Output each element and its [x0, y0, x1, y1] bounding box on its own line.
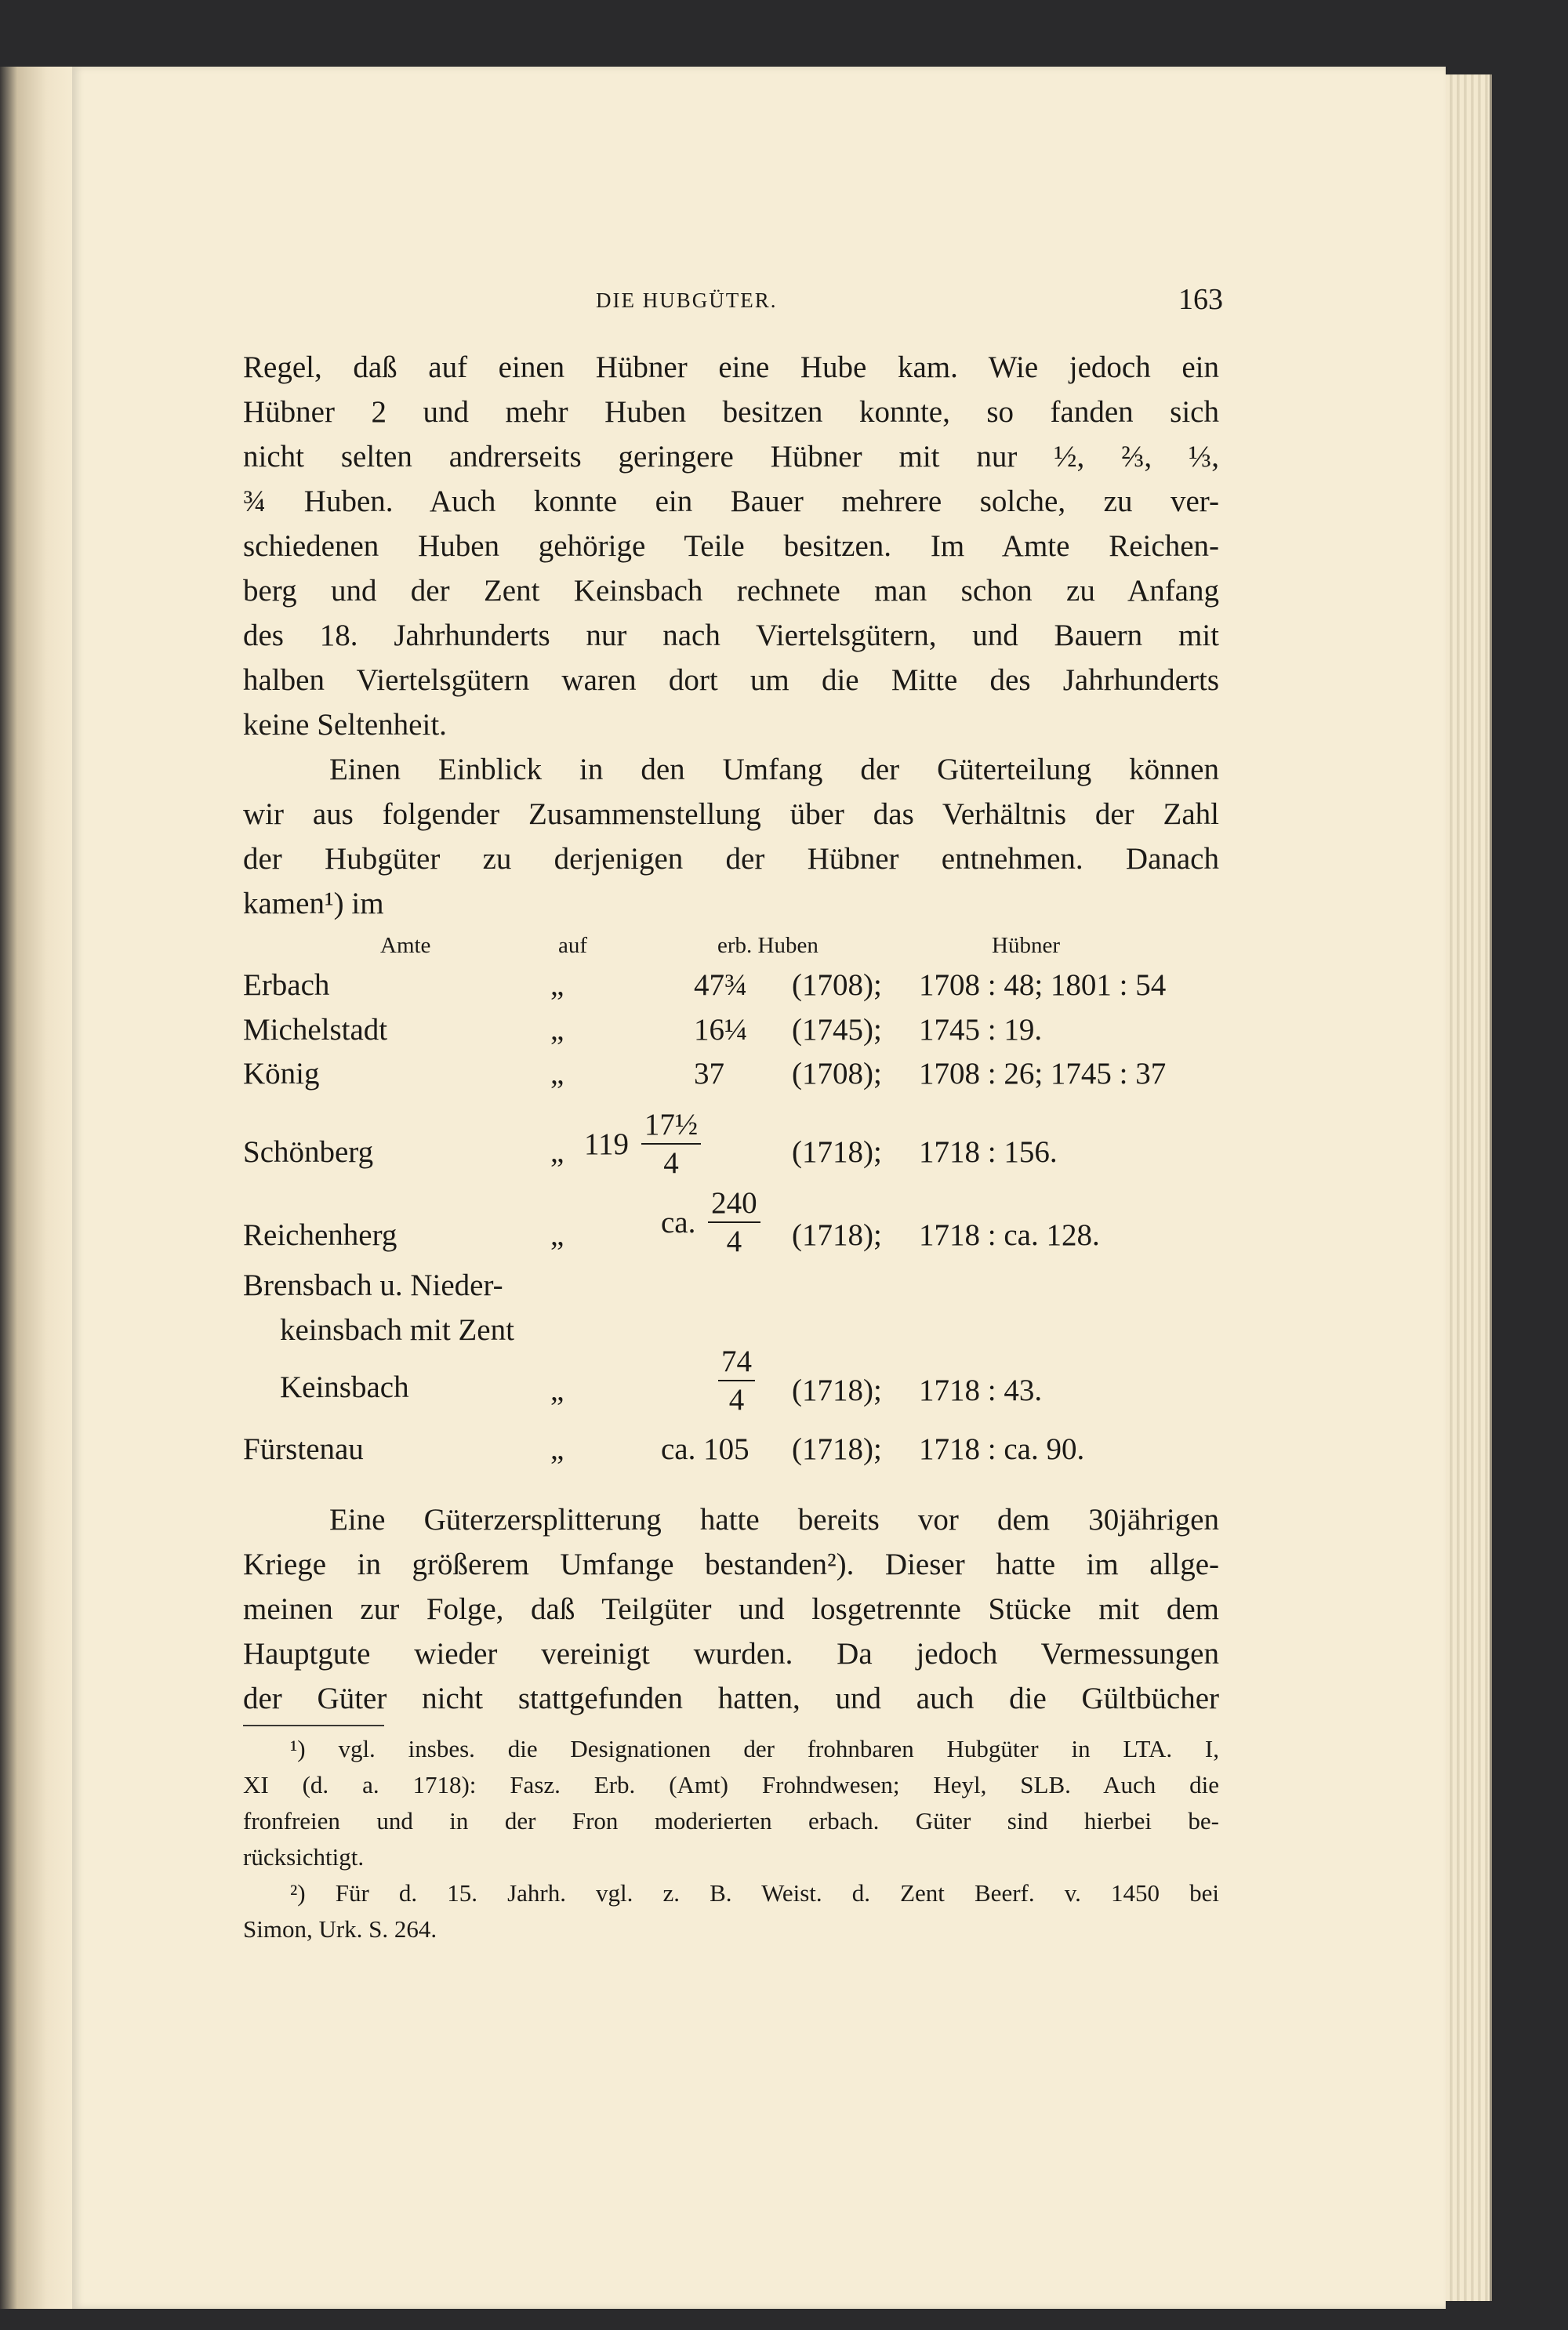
huebner-value: 1718 : ca. 90. — [919, 1432, 1085, 1466]
paragraph-2 — [243, 747, 1219, 926]
text-line: Kriege in größerem Umfange bestanden²). Dieser hatte im allge- — [243, 1548, 1219, 1581]
paragraph-1 — [243, 345, 1219, 747]
ditto-mark: „ — [550, 1218, 564, 1252]
text-line: der Güter nicht stattgefunden hatten, und auch die Gültbücher — [243, 1682, 1219, 1715]
header-huben: erb. Huben — [717, 933, 818, 958]
table-row — [243, 1268, 1219, 1424]
huben-fraction — [584, 1109, 706, 1178]
body-text-bottom — [243, 1497, 1219, 1721]
table-row — [243, 1012, 1219, 1059]
footnote-line: ¹) vgl. insbes. die Designationen der frohnbaren Hubgüter in LTA. I, — [290, 1735, 1219, 1762]
fraction-denominator: 4 — [728, 1383, 745, 1417]
table-row — [243, 1188, 1219, 1258]
text-line: berg und der Zent Keinsbach rechnete man schon zu Anfang — [243, 574, 1219, 608]
running-head: DIE HUBGÜTER. — [596, 289, 778, 312]
header-huebner: Hübner — [992, 933, 1060, 958]
ditto-mark: „ — [550, 1432, 564, 1466]
place-name: Erbach — [243, 968, 330, 1002]
place-name-cont: Keinsbach — [280, 1370, 409, 1404]
left-page-edges — [0, 67, 72, 2309]
text-line: Regel, daß auf einen Hübner eine Hube kam. Wie jedoch ein — [243, 350, 1219, 384]
fraction — [641, 1109, 701, 1178]
year-value: (1745); — [792, 1013, 882, 1047]
text-line: keine Seltenheit. — [243, 708, 447, 742]
year-value: (1718); — [792, 1374, 882, 1407]
table-row — [243, 967, 1219, 1014]
fraction-denominator: 4 — [726, 1225, 742, 1258]
table-row — [243, 1432, 1219, 1479]
fraction-numerator: 17½ — [641, 1109, 701, 1145]
page-number: 163 — [1178, 283, 1223, 316]
year-value: (1718); — [792, 1432, 882, 1466]
huben-prefix: ca. — [661, 1205, 696, 1239]
year-value: (1718); — [792, 1218, 882, 1252]
fraction — [718, 1346, 755, 1415]
text-line: Einen Einblick in den Umfang der Güterteilung können — [329, 753, 1219, 786]
huebner-value: 1718 : ca. 128. — [919, 1218, 1100, 1252]
huebner-value: 1718 : 156. — [919, 1135, 1058, 1169]
huebner-value: 1708 : 48; 1801 : 54 — [919, 968, 1167, 1002]
footnote-line: Simon, Urk. S. 264. — [243, 1915, 437, 1943]
table-row — [243, 1109, 1219, 1180]
huben-value: ca. 105 — [661, 1432, 750, 1466]
ditto-mark: „ — [550, 968, 564, 1002]
text-line: kamen¹) im — [243, 887, 384, 920]
fraction-numerator: 74 — [718, 1346, 755, 1381]
fraction-numerator: 240 — [708, 1188, 760, 1223]
right-page-edges — [1446, 74, 1492, 2301]
body-text-top — [243, 345, 1219, 926]
year-value: (1718); — [792, 1135, 882, 1169]
year-value: (1708); — [792, 968, 882, 1002]
place-name: König — [243, 1057, 320, 1091]
fraction — [708, 1188, 760, 1257]
huben-value: 16¼ — [694, 1013, 748, 1047]
footnote-line: fronfreien und in der Fron moderierten erbach. Güter sind hierbei be- — [243, 1807, 1219, 1835]
ditto-mark: „ — [550, 1374, 564, 1407]
text-line: des 18. Jahrhunderts nur nach Viertelsgütern, und Bauern mit — [243, 619, 1219, 652]
text-line: wir aus folgender Zusammenstellung über das Verhältnis der Zahl — [243, 797, 1219, 831]
text-line: Hauptgute wieder vereinigt wurden. Da jedoch Vermessungen — [243, 1637, 1219, 1671]
place-name: Reichenherg — [243, 1218, 397, 1252]
place-name: Michelstadt — [243, 1013, 388, 1047]
text-line: ¾ Huben. Auch konnte ein Bauer mehrere solche, zu ver- — [243, 485, 1219, 518]
text-line: halben Viertelsgütern waren dort um die Mitte des Jahrhunderts — [243, 663, 1219, 697]
ditto-mark: „ — [550, 1057, 564, 1091]
huebner-value: 1708 : 26; 1745 : 37 — [919, 1057, 1167, 1091]
table-row — [243, 1056, 1219, 1103]
huebner-value: 1718 : 43. — [919, 1374, 1043, 1407]
header-auf: auf — [558, 933, 588, 958]
ditto-mark: „ — [550, 1013, 564, 1047]
page-header — [172, 282, 1223, 329]
footnotes — [243, 1731, 1219, 1947]
text-line: der Hubgüter zu derjenigen der Hübner entnehmen. Danach — [243, 842, 1219, 876]
huben-whole: 119 — [584, 1127, 630, 1161]
year-value: (1708); — [792, 1057, 882, 1091]
text-line: Hübner 2 und mehr Huben besitzen konnte, so fanden sich — [243, 395, 1219, 429]
header-amte: Amte — [380, 933, 431, 958]
ditto-mark: „ — [550, 1135, 564, 1169]
huben-fraction — [713, 1346, 760, 1415]
place-name: Schönberg — [243, 1135, 374, 1169]
huben-value: 37 — [694, 1057, 724, 1091]
fraction-denominator: 4 — [663, 1146, 679, 1180]
footnote-line: XI (d. a. 1718): Fasz. Erb. (Amt) Frohndwesen; Heyl, SLB. Auch die — [243, 1771, 1219, 1798]
text-line: schiedenen Huben gehörige Teile besitzen. Im Amte Reichen- — [243, 529, 1219, 563]
footnote-line: rücksichtigt. — [243, 1843, 365, 1871]
place-name: Fürstenau — [243, 1432, 364, 1466]
footnote-rule — [243, 1725, 384, 1726]
huben-value: 47¾ — [694, 968, 748, 1002]
text-line: Eine Güterzersplitterung hatte bereits vor dem 30jährigen — [329, 1503, 1219, 1537]
huebner-value: 1745 : 19. — [919, 1013, 1043, 1047]
text-line: meinen zur Folge, daß Teilgüter und losgetrennte Stücke mit dem — [243, 1592, 1219, 1626]
place-name-cont: keinsbach mit Zent — [280, 1313, 514, 1347]
place-name: Brensbach u. Nieder- — [243, 1268, 503, 1302]
text-line: nicht selten andrerseits geringere Hübner mit nur ½, ⅔, ⅓, — [243, 440, 1219, 474]
footnote-line: ²) Für d. 15. Jahrh. vgl. z. B. Weist. d. Zent Beerf. v. 1450 bei — [290, 1879, 1219, 1907]
huben-fraction — [661, 1188, 765, 1257]
